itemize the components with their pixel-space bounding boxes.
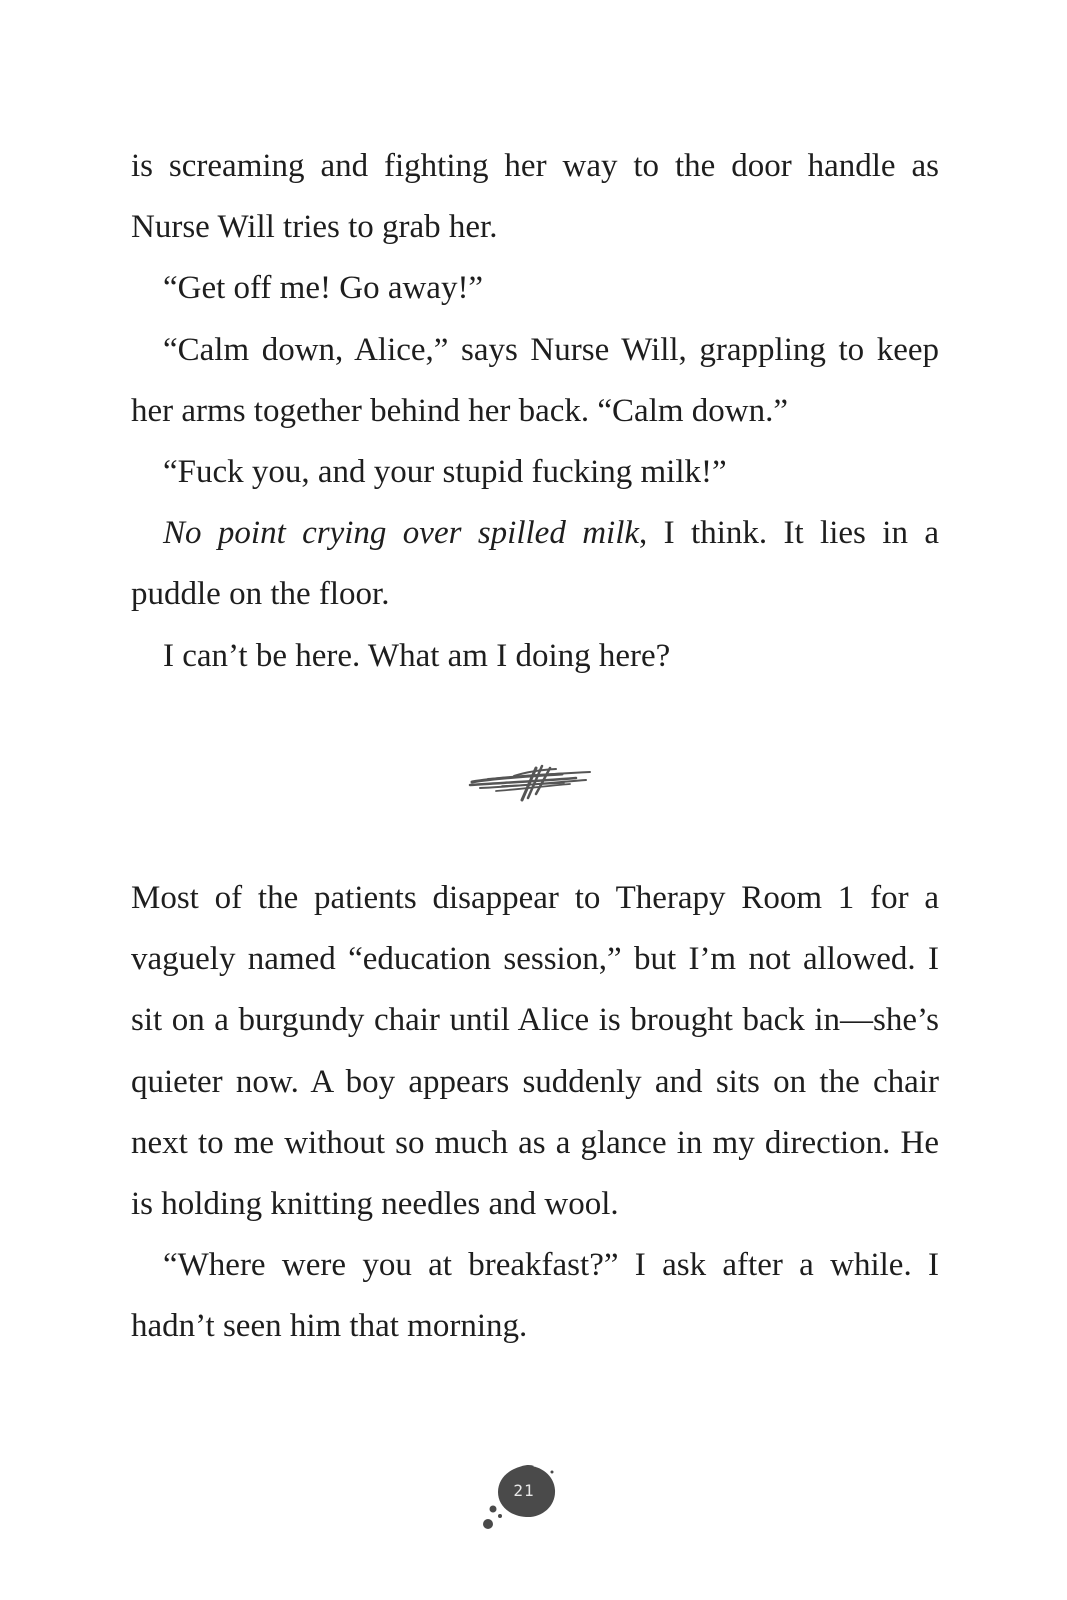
text-section-2 <box>131 868 939 1358</box>
paragraph: “Where were you at breakfast?” I ask after a while. I hadn’t seen him that morning. <box>131 1247 939 1345</box>
paragraph: is screaming and fighting her way to the door handle as Nurse Will tries to grab her. <box>131 148 939 246</box>
paragraph: “Calm down, Alice,” says Nurse Will, grappling to keep her arms together behind her back. “Calm down.” <box>131 331 939 429</box>
ink-splat-icon <box>474 1462 564 1542</box>
paragraph: “Get off me! Go away!” <box>163 270 484 307</box>
paragraph: Most of the patients disappear to Therapy Room 1 for a vaguely named “education session,” but I’m not allowed. I sit on a burgundy chair until Alice is brought back in—she’s quieter now. A boy appears suddenly and sits on the chair next to me without so much as a glance in my direction. He is holding knitting needles and wool. <box>131 880 939 1223</box>
text-section-1 <box>131 136 939 687</box>
paragraph: “Fuck you, and your stupid fucking milk!” <box>163 454 727 491</box>
scribble-ornament-icon <box>466 756 596 806</box>
page-number: 21 <box>513 1481 535 1500</box>
italic-phrase: No point crying over spilled milk <box>163 515 640 552</box>
paragraph-text: , I think. It lies in a puddle on the floor. <box>131 515 939 613</box>
paragraph <box>131 503 939 625</box>
paragraph: I can’t be here. What am I doing here? <box>163 637 671 674</box>
